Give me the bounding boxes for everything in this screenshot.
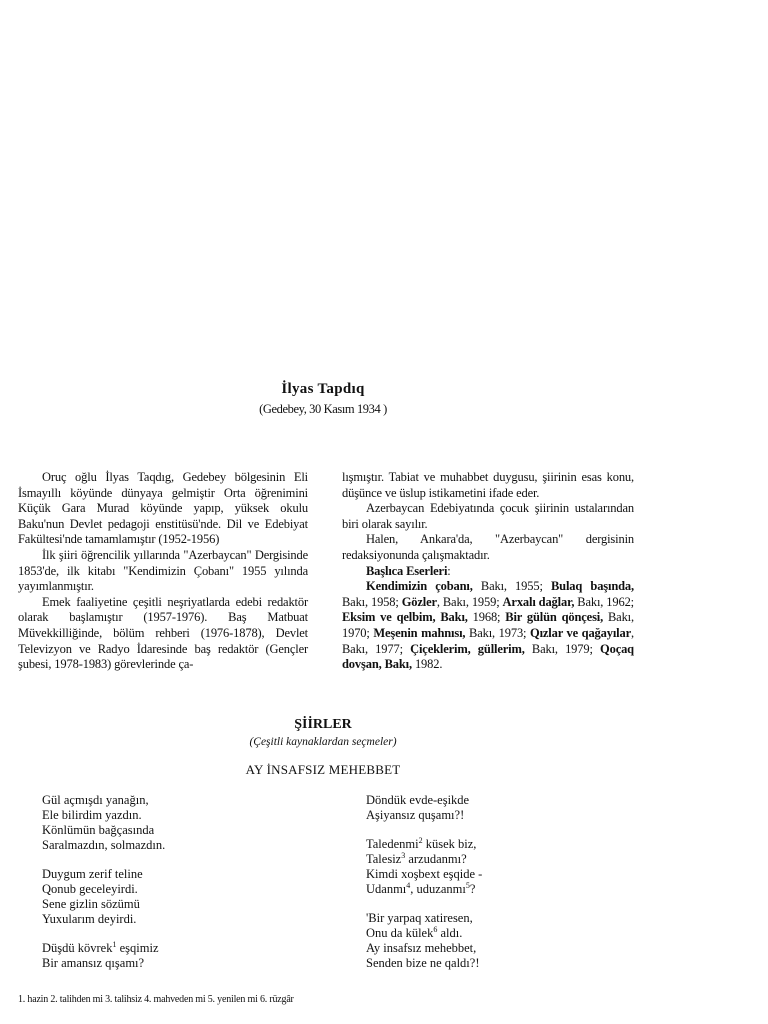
poem-text: küsek biz, — [422, 837, 477, 851]
bio-paragraph-3: Emek faaliyetine çeşitli neşriyatlarda edebi redaktör olarak başlamıştır (1957-1976). Baş Matbuat Müvekkilliğinde, bölüm rehberi (1976-1878), Devlet Televizyon ve Radyo İdaresinde baş redaktör (Gençler şubesi, 1978-1983) görevlerinde ça- — [18, 594, 308, 672]
author-name: İlyas Tapdıq — [281, 381, 365, 397]
poem-line: Kimdi xoşbext eşqide - — [366, 867, 483, 881]
work-title: Çiçeklerim, güllerim, — [410, 641, 525, 656]
footnote-marker: 6 — [433, 925, 438, 934]
poem-text: Taledenmi — [366, 837, 419, 851]
footnote-marker: 2 — [418, 836, 423, 845]
poem-line — [366, 882, 482, 897]
poem-line: 'Bir yarpaq xatiresen, — [366, 911, 473, 925]
work-info: Bakı, 1973; — [465, 625, 530, 640]
work-info: Bakı, 1958; — [342, 594, 402, 609]
poems-section-subtitle: (Çeşitli kaynaklardan seçmeler) — [249, 736, 397, 748]
work-title: Bulaq başında, — [550, 579, 635, 594]
works-heading — [342, 564, 634, 580]
works-list — [342, 579, 634, 673]
work-title: Qızlar ve qağayılar — [530, 625, 632, 640]
poem-line: Saralmazdın, solmazdın. — [42, 838, 166, 852]
bio-paragraph-2: İlk şiiri öğrencilik yıllarında "Azerbaycan" Dergisinde 1853'de, ilk kitabı "Kendimizin Çobanı" 1955 yılında yayımlanmıştır. — [18, 547, 308, 594]
works-heading-label: Başlıca Eserleri — [366, 563, 448, 578]
work-info: Bakı, 1979; — [524, 641, 601, 656]
work-info: , Bakı, 1959; — [436, 594, 503, 609]
poem-text: , uduzanmı — [410, 882, 466, 896]
poem-line: Sene gizlin sözümü — [42, 897, 140, 911]
poem-line — [366, 926, 482, 941]
work-title: Arxalı dağlar, — [502, 594, 575, 609]
work-title: Eksim ve qelbim, Bakı, — [342, 610, 468, 625]
work-info: 1982. — [411, 657, 443, 672]
poem-line — [42, 941, 165, 956]
bio-paragraph-1: Oruç oğlu İlyas Taqdıg, Gedebey bölgesinin Eli İsmayıllı köyünde dünyaya gelmiştir Orta öğrenimini Küçük Gara Murad köyünde yapıp, yüksek okulu Baku'nun Devlet pedagoji enstitüsü'nde. Dil ve Edebiyat Fakültesi'nde tamamlamıştır (1952-1956) — [18, 470, 308, 547]
poem-line: Gül açmışdı yanağın, — [42, 793, 149, 807]
work-info: 1968; — [467, 610, 506, 625]
poem-text: arzudanmı? — [405, 852, 467, 866]
poem-line: Ele bilirdim yazdın. — [42, 808, 142, 822]
poem-text: Talesiz — [366, 852, 402, 866]
work-info: , Bakı, 1977; — [342, 625, 634, 656]
poem-text: Udanmı — [366, 882, 407, 896]
poem-left-column — [42, 793, 165, 985]
poem-text: Onu da külek — [366, 926, 434, 940]
poem-line: Senden bize ne qaldı?! — [366, 956, 480, 970]
work-title: Qoçaq dovşan, Bakı, — [342, 641, 634, 672]
poem-right-column — [366, 793, 482, 985]
poem-line: Aşiyansız quşamı?! — [366, 808, 465, 822]
poems-section-title: ŞİİRLER — [294, 717, 352, 732]
work-title: Meşenin mahnısı, — [373, 625, 466, 640]
author-birth-info: (Gedebey, 30 Kasım 1934 ) — [259, 402, 387, 416]
poem-text: Düşdü kövrek — [42, 941, 113, 955]
work-title: Kendimizin çobanı, — [366, 579, 473, 594]
bio-paragraph-6: Halen, Ankara'da, "Azerbaycan" dergisinin redaksiyonunda çalışmaktadır. — [342, 532, 634, 562]
footnote-marker: 1 — [112, 940, 117, 949]
footnote-marker: 4 — [406, 881, 411, 890]
footnotes: 1. hazin 2. talihden mi 3. talihsiz 4. mahveden mi 5. yenilen mi 6. rüzgâr — [18, 994, 294, 1005]
footnote-marker: 3 — [401, 851, 406, 860]
poem-line: Döndük evde-eşikde — [366, 793, 470, 807]
work-info: Bakı, 1955; — [472, 579, 551, 594]
work-title: Bir gülün qönçesi, — [505, 610, 604, 625]
poem-stanza — [42, 867, 165, 927]
work-title: Gözler — [401, 594, 437, 609]
poem-line: Duygum zerif teline — [42, 867, 143, 881]
poem-line: Könlümün bağçasında — [42, 823, 155, 837]
works-heading-colon: : — [447, 563, 451, 578]
poem-line — [366, 852, 482, 867]
biography-right-column — [342, 470, 634, 673]
poem-stanza — [42, 793, 165, 853]
bio-paragraph-4: lışmıştır. Tabiat ve muhabbet duygusu, şiirinin esas konu, düşünce ve üslup istikametini ifade eder. — [342, 470, 634, 500]
poem-stanza — [42, 941, 165, 971]
poem-stanza — [366, 793, 482, 823]
footnote-marker: 5 — [465, 881, 470, 890]
poem-line: Bir amansız qışamı? — [42, 956, 145, 970]
poem-title: AY İNSAFSIZ MEHEBBET — [245, 762, 401, 777]
poem-line: Qonub geceleyirdi. — [42, 882, 138, 896]
work-info: Bakı, 1962; — [574, 594, 634, 609]
poem-text: eşqimiz — [116, 941, 159, 955]
poem-text: aldı. — [437, 926, 463, 940]
poem-line: Ay insafsız mehebbet, — [366, 941, 477, 955]
poem-stanza — [366, 837, 482, 897]
poem-line: Yuxularım deyirdi. — [42, 912, 137, 926]
bio-paragraph-5: Azerbaycan Edebiyatında çocuk şiirinin ustalarından biri olarak sayılır. — [342, 501, 634, 531]
work-info: Bakı, 1970; — [342, 610, 634, 640]
poem-text: ? — [469, 882, 476, 896]
poem-line — [366, 837, 482, 852]
poem-stanza — [366, 911, 482, 971]
biography-left-column — [18, 470, 308, 673]
